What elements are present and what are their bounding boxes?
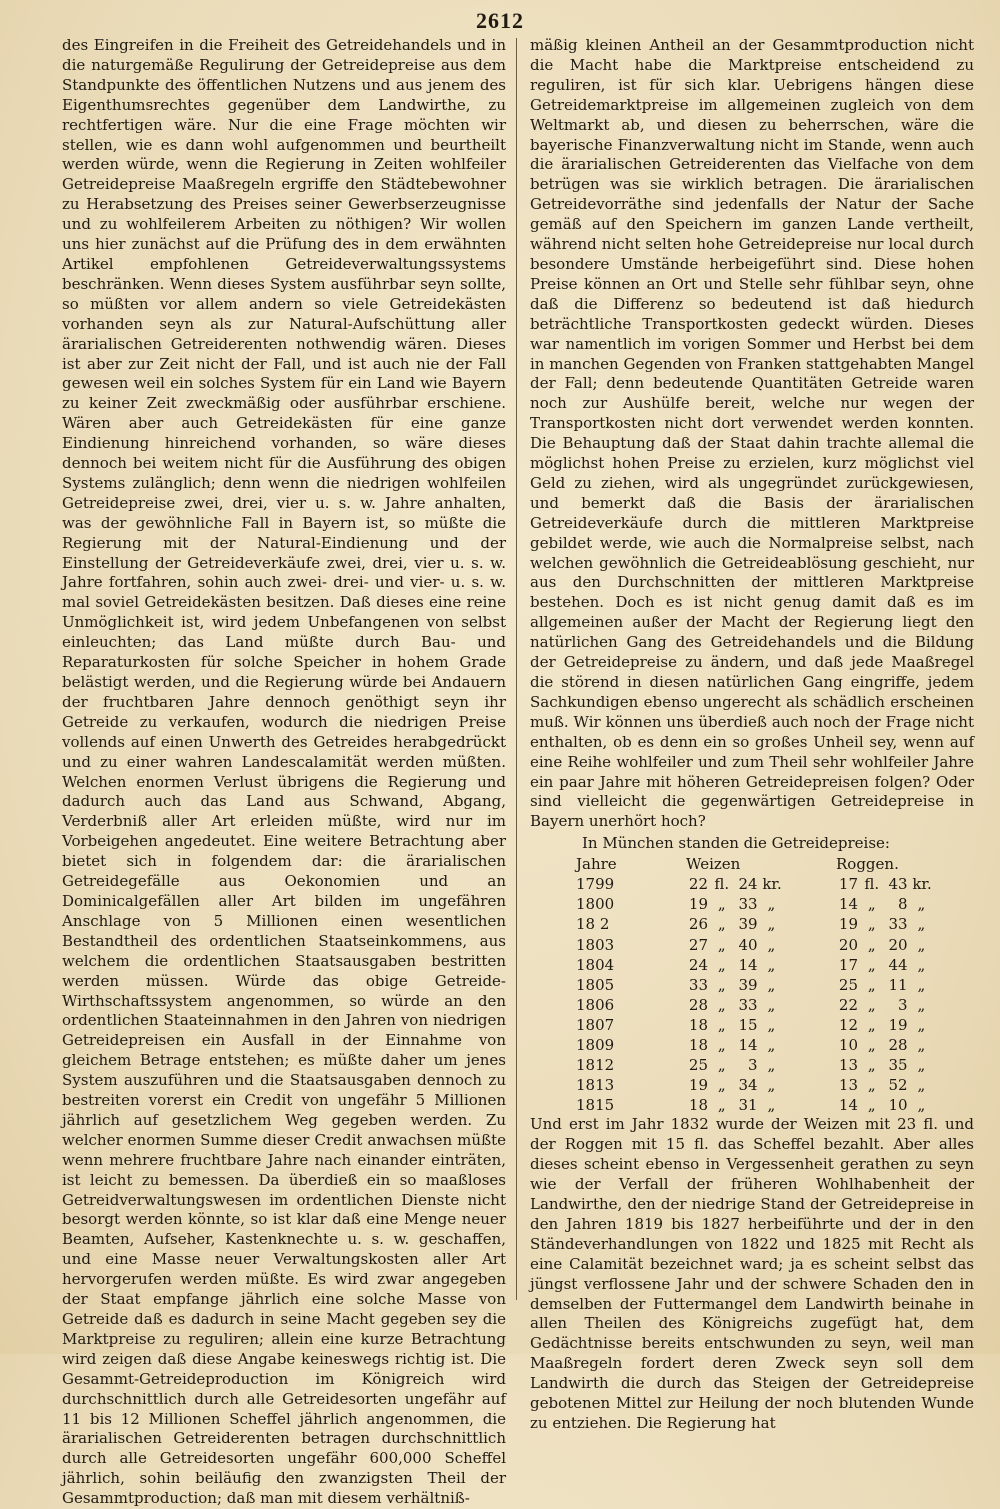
kreuzer-unit: „ bbox=[917, 1056, 926, 1075]
cell-wheat bbox=[686, 1095, 836, 1115]
cell-wheat bbox=[686, 1035, 836, 1055]
rye-kreuzer: 20 bbox=[888, 935, 908, 954]
rye-kreuzer: 28 bbox=[888, 1036, 908, 1054]
kreuzer-unit: „ bbox=[917, 1096, 926, 1115]
florin-unit: fl. bbox=[714, 875, 730, 894]
rye-kreuzer: 10 bbox=[888, 1096, 908, 1115]
cell-wheat bbox=[686, 1015, 836, 1035]
cell-year bbox=[566, 1015, 686, 1035]
cell-rye bbox=[836, 1015, 966, 1035]
table-row bbox=[566, 995, 966, 1015]
column-divider bbox=[516, 38, 517, 1300]
rye-florin: 22 bbox=[838, 995, 858, 1014]
cell-rye bbox=[836, 914, 966, 934]
year-value: 1799 bbox=[576, 875, 615, 894]
wheat-kreuzer: 33 bbox=[738, 995, 758, 1014]
year-value: 1800 bbox=[576, 895, 615, 914]
cell-rye bbox=[836, 1055, 966, 1075]
rye-florin: 19 bbox=[838, 915, 858, 934]
year-value: 1803 bbox=[576, 935, 615, 954]
florin-unit: „ bbox=[717, 1076, 726, 1095]
kreuzer-unit: „ bbox=[767, 915, 776, 934]
rye-florin: 25 bbox=[838, 975, 858, 994]
cell-year bbox=[566, 995, 686, 1015]
wheat-kreuzer: 14 bbox=[738, 1036, 758, 1054]
header-rye: Roggen. bbox=[836, 855, 899, 874]
right-paragraph-before-table: mäßig kleinen Antheil an der Gesammtproduction nicht die Macht habe die Marktpreise entscheidend zu reguliren, ist für sich klar. Uebrigens hängen diese Getreidemarktpreise im allgemeinen zugleich von dem Weltmarkt ab, und diesen zu beherrschen, wäre die bayerische Finanzverwaltung nicht im Stande, wenn auch die ärarialischen Getreiderenten das Vielfache von dem betrügen was sie wirklich betragen. Die ärarialischen Getreidevorräthe sind jedenfalls der Natur der Sache gemäß auf den Speichern im ganzen Lande vertheilt, während nicht selten hohe Getreidepreise nur local durch besondere Umstände herbeigeführt sind. Diese hohen Preise können an Ort und Stelle sehr fühlbar seyn, ohne daß die Differenz so bedeutend ist daß hiedurch beträchtliche Transportkosten gedeckt würden. Dieses war namentlich im vorigen Sommer und Herbst bei dem in manchen Gegenden von Franken stattgehabten Mangel der Fall; denn bedeutende Quantitäten Getreide waren noch zur Aushülfe bereit, welche nur wegen der Transportkosten nicht dort verwendet werden konnten. Die Behauptung daß der Staat dahin trachte allemal die möglichst hohen Preise zu erzielen, kurz möglichst viel Geld zu ziehen, wird als ungegründet zurückgewiesen, und bemerkt daß die Basis der ärarialischen Getreideverkäufe durch die mittleren Marktpreise gebildet werde, wie auch die Normalpreise selbst, nach welchen gewöhnlich die Getreideablösung geschieht, nur aus den Durchschnitten der mittleren Marktpreise bestehen. Doch es ist nicht genug damit daß es im allgemeinen außer der Macht der Regierung liegt den natürlichen Gang des Getreidehandels und die Bildung der Getreidepreise zu ändern, und daß jede Maaßregel die störend in diesen natürlichen Gang eingriffe, jedem Sachkundigen ebenso ungerecht als schädlich erscheinen muß. Wir können uns überdieß auch noch der Frage nicht enthalten, ob es denn ein so großes Unheil sey, wenn auf eine Reihe wohlfeiler und zum Theil sehr wohlfeiler Jahre ein paar Jahre mit höheren Getreidepreisen folgen? Oder sind vielleicht die gegenwärtigen Getreidepreise in Bayern unerhört hoch? bbox=[530, 36, 974, 831]
wheat-kreuzer: 31 bbox=[738, 1096, 758, 1115]
wheat-kreuzer: 14 bbox=[738, 955, 758, 974]
kreuzer-unit: „ bbox=[767, 955, 776, 974]
grain-price-table bbox=[566, 854, 966, 1115]
rye-florin: 20 bbox=[838, 935, 858, 954]
table-row bbox=[566, 1075, 966, 1095]
kreuzer-unit: „ bbox=[767, 1096, 776, 1115]
cell-wheat bbox=[686, 995, 836, 1015]
florin-unit: „ bbox=[717, 1096, 726, 1115]
kreuzer-unit: „ bbox=[767, 1036, 776, 1054]
florin-unit: „ bbox=[867, 1056, 876, 1075]
florin-unit: „ bbox=[717, 1015, 726, 1034]
cell-wheat bbox=[686, 955, 836, 975]
wheat-kreuzer: 34 bbox=[738, 1076, 758, 1095]
kreuzer-unit: „ bbox=[917, 935, 926, 954]
kreuzer-unit: „ bbox=[917, 1036, 926, 1054]
rye-kreuzer: 43 bbox=[888, 875, 908, 894]
rye-kreuzer: 19 bbox=[888, 1015, 908, 1034]
cell-year bbox=[566, 1075, 686, 1095]
florin-unit: „ bbox=[717, 995, 726, 1014]
wheat-kreuzer: 33 bbox=[738, 895, 758, 914]
table-row bbox=[566, 1035, 966, 1055]
year-value: 1807 bbox=[576, 1015, 615, 1034]
florin-unit: „ bbox=[867, 1015, 876, 1034]
table-row bbox=[566, 874, 966, 894]
cell-year bbox=[566, 1095, 686, 1115]
wheat-kreuzer: 24 bbox=[738, 875, 758, 894]
cell-rye bbox=[836, 955, 966, 975]
wheat-florin: 18 bbox=[688, 1015, 708, 1034]
cell-rye bbox=[836, 935, 966, 955]
table-row bbox=[566, 975, 966, 995]
wheat-florin: 22 bbox=[688, 875, 708, 894]
cell-rye bbox=[836, 995, 966, 1015]
cell-rye bbox=[836, 874, 966, 894]
florin-unit: „ bbox=[717, 1036, 726, 1054]
left-column bbox=[62, 36, 506, 1509]
wheat-florin: 33 bbox=[688, 975, 708, 994]
cell-rye bbox=[836, 1095, 966, 1115]
florin-unit: „ bbox=[867, 1036, 876, 1054]
table-row bbox=[566, 914, 966, 934]
florin-unit: „ bbox=[867, 1096, 876, 1115]
header-wheat: Weizen bbox=[686, 855, 741, 874]
table-row bbox=[566, 894, 966, 914]
rye-kreuzer: 44 bbox=[888, 955, 908, 974]
wheat-florin: 26 bbox=[688, 915, 708, 934]
kreuzer-unit: „ bbox=[917, 955, 926, 974]
rye-kreuzer: 33 bbox=[888, 915, 908, 934]
rye-florin: 14 bbox=[838, 895, 858, 914]
wheat-florin: 25 bbox=[688, 1056, 708, 1075]
florin-unit: „ bbox=[867, 975, 876, 994]
cell-year bbox=[566, 1035, 686, 1055]
rye-florin: 14 bbox=[838, 1096, 858, 1115]
cell-wheat bbox=[686, 975, 836, 995]
kreuzer-unit: „ bbox=[917, 895, 926, 914]
rye-florin: 17 bbox=[838, 875, 858, 894]
cell-year bbox=[566, 894, 686, 914]
cell-wheat bbox=[686, 894, 836, 914]
kreuzer-unit: „ bbox=[917, 1076, 926, 1095]
table-row bbox=[566, 1055, 966, 1075]
cell-year bbox=[566, 1055, 686, 1075]
cell-wheat bbox=[686, 874, 836, 894]
kreuzer-unit: „ bbox=[767, 1056, 776, 1075]
table-row bbox=[566, 1015, 966, 1035]
wheat-florin: 28 bbox=[688, 995, 708, 1014]
year-value: 1809 bbox=[576, 1036, 615, 1054]
kreuzer-unit: „ bbox=[917, 995, 926, 1014]
rye-kreuzer: 3 bbox=[898, 995, 908, 1014]
florin-unit: „ bbox=[717, 935, 726, 954]
table-header-row bbox=[566, 854, 966, 874]
kreuzer-unit: „ bbox=[767, 995, 776, 1014]
florin-unit: fl. bbox=[864, 875, 880, 894]
kreuzer-unit: „ bbox=[767, 935, 776, 954]
table-row bbox=[566, 935, 966, 955]
florin-unit: „ bbox=[717, 915, 726, 934]
year-value: 1804 bbox=[576, 955, 615, 974]
kreuzer-unit: „ bbox=[917, 915, 926, 934]
wheat-kreuzer: 39 bbox=[738, 915, 758, 934]
florin-unit: „ bbox=[867, 895, 876, 914]
year-value: 1815 bbox=[576, 1096, 615, 1115]
wheat-kreuzer: 3 bbox=[748, 1056, 758, 1075]
header-year: Jahre bbox=[576, 855, 617, 874]
florin-unit: „ bbox=[717, 1056, 726, 1075]
florin-unit: „ bbox=[867, 955, 876, 974]
year-value: 18 2 bbox=[576, 915, 610, 934]
page-number: 2612 bbox=[476, 8, 524, 33]
year-value: 1813 bbox=[576, 1076, 615, 1095]
wheat-florin: 18 bbox=[688, 1096, 708, 1115]
rye-kreuzer: 11 bbox=[888, 975, 908, 994]
table-row bbox=[566, 955, 966, 975]
kreuzer-unit: „ bbox=[767, 1076, 776, 1095]
right-paragraph-after-table: Und erst im Jahr 1832 wurde der Weizen mit 23 fl. und der Roggen mit 15 fl. das Scheffel bezahlt. Aber alles dieses scheint ebenso in Vergessenheit gerathen zu seyn wie der Verfall der früheren Wohlhabenheit der Landwirthe, den der niedrige Stand der Getreidepreise in den Jahren 1819 bis 1827 herbeiführte und der in den Ständeverhandlungen von 1822 und 1825 mit Recht als eine Calamität bezeichnet ward; ja es scheint selbst das jüngst verflossene Jahr und der schwere Schaden den in demselben der Futtermangel dem Landwirth beinahe in allen Theilen des Königreichs zugefügt hat, dem Gedächtnisse bereits entschwunden zu seyn, weil man Maaßregeln fordert deren Zweck seyn soll dem Landwirth die durch das Steigen der Getreidepreise gebotenen Mittel zur Heilung der noch blutenden Wunde zu entziehen. Die Regierung hat bbox=[530, 1115, 974, 1432]
cell-year bbox=[566, 874, 686, 894]
wheat-kreuzer: 40 bbox=[738, 935, 758, 954]
cell-year bbox=[566, 935, 686, 955]
kreuzer-unit: „ bbox=[917, 1015, 926, 1034]
year-value: 1806 bbox=[576, 995, 615, 1014]
kreuzer-unit: „ bbox=[917, 975, 926, 994]
left-paragraph: des Eingreifen in die Freiheit des Getreidehandels und in die naturgemäße Regulirung der Getreidepreise aus dem Standpunkte des öffentlichen Nutzens und aus jenem des Eigenthumsrechtes gegenüber dem Landwirthe, zu rechtfertigen wäre. Nur die eine Frage möchten wir stellen, wie es dann wohl aufgenommen und beurtheilt werden würde, wenn die Regierung in Zeiten wohlfeiler Getreidepreise Maaßregeln ergriffe den Städtebewohner zu Herabsetzung des Preises seiner Gewerbserzeugnisse und zu wohlfeilerem Arbeiten zu nöthigen? Wir wollen uns hier zunächst auf die Prüfung des in dem erwähnten Artikel empfohlenen Getreideverwaltungssystems beschränken. Wenn dieses System ausführbar seyn sollte, so müßten vor allem andern so viele Getreidekästen vorhanden seyn als zur Natural-Aufschüttung aller ärarialischen Getreiderenten nothwendig wären. Dieses ist aber zur Zeit nicht der Fall, und ist auch nie der Fall gewesen weil ein solches System für ein Land wie Bayern zu keiner Zeit zweckmäßig oder ausführbar erschiene. Wären aber auch Getreidekästen für eine ganze Eindienung hinreichend vorhanden, so wäre dieses dennoch bei weitem nicht für die Ausführung des obigen Systems zulänglich; denn wenn die niedrigen wohlfeilen Getreidepreise zwei, drei, vier u. s. w. Jahre anhalten, was der gewöhnliche Fall in Bayern ist, so müßte die Regierung mit der Natural-Eindienung und der Einstellung der Getreideverkäufe zwei, drei, vier u. s. w. Jahre fortfahren, sohin auch zwei- drei- und vier- u. s. w. mal soviel Getreidekästen besitzen. Daß dieses eine reine Unmöglichkeit ist, wird jedem Unbefangenen von selbst einleuchten; das Land müßte durch Bau- und Reparaturkosten für solche Speicher in hohem Grade belästigt werden, und die Regierung würde bei Andauern der fruchtbaren Jahre dennoch genöthigt seyn ihr Getreide zu verkaufen, wodurch die niedrigen Preise vollends auf einen Unwerth des Getreides herabgedrückt und zu einer wahren Landescalamität werden müßten. Welchen enormen Verlust übrigens die Regierung und dadurch auch das Land aus Schwand, Abgang, Verderbniß aller Art erleiden müßte, wird nur im Vorbeigehen angedeutet. Eine weitere Betrachtung aber bietet sich in folgendem dar: die ärarialischen Getreidegefälle aus Oekonomien und an Dominicalgefällen aller Art bilden im ungefähren Anschlage von 5 Millionen einen wesentlichen Bestandtheil des ordentlichen Staatseinkommens, aus welchem die ordentlichen Staatsausgaben bestritten werden müssen. Würde das obige Getreide-Wirthschaftssystem angenommen, so würde an den ordentlichen Staateinnahmen in den Jahren von niedrigen Getreidepreisen ein Ausfall in der Einnahme von gleichem Betrage entstehen; es müßte daher um jenes System auszuführen und die Staatsausgaben dennoch zu bestreiten vorerst ein Credit von ungefähr 5 Millionen jährlich auf gesetzlichem Weg gegeben werden. Zu welcher enormen Summe dieser Credit anwachsen müßte wenn mehrere fruchtbare Jahre nach einander einträten, ist leicht zu bemessen. Da überdieß ein so maaßloses Getreidverwaltungswesen im ordentlichen Dienste nicht besorgt werden könnte, so ist klar daß eine Menge neuer Beamten, Aufseher, Kastenknechte u. s. w. geschaffen, und eine Masse neuer Verwaltungskosten aller Art hervorgerufen werden müßte. Es wird zwar angegeben der Staat empfange jährlich eine solche Masse von Getreide daß es dadurch in seine Macht gegeben sey die Marktpreise zu reguliren; allein eine kurze Betrachtung wird zeigen daß diese Angabe keineswegs richtig ist. Die Gesammt-Getreideproduction im Königreich wird durchschnittlich durch alle Getreidesorten ungefähr auf 11 bis 12 Millionen Scheffel jährlich angenommen, die ärarialischen Getreiderenten betragen durchschnittlich durch alle Getreidesorten ungefähr 600,000 Scheffel jährlich, sohin beiläufig den zwanzigsten Theil der Gesammtproduction; daß man mit diesem verhältniß- bbox=[62, 36, 506, 1508]
rye-florin: 12 bbox=[838, 1015, 858, 1034]
cell-year bbox=[566, 914, 686, 934]
table-caption: In München standen die Getreidepreise: bbox=[582, 834, 890, 853]
cell-rye bbox=[836, 894, 966, 914]
wheat-kreuzer: 15 bbox=[738, 1015, 758, 1034]
florin-unit: „ bbox=[867, 935, 876, 954]
year-value: 1805 bbox=[576, 975, 615, 994]
florin-unit: „ bbox=[717, 975, 726, 994]
florin-unit: „ bbox=[717, 955, 726, 974]
wheat-florin: 24 bbox=[688, 955, 708, 974]
cell-wheat bbox=[686, 914, 836, 934]
cell-rye bbox=[836, 1075, 966, 1095]
florin-unit: „ bbox=[717, 895, 726, 914]
kreuzer-unit: kr. bbox=[912, 875, 932, 894]
wheat-kreuzer: 39 bbox=[738, 975, 758, 994]
table-body bbox=[566, 874, 966, 1115]
kreuzer-unit: „ bbox=[767, 895, 776, 914]
cell-wheat bbox=[686, 935, 836, 955]
wheat-florin: 18 bbox=[688, 1036, 708, 1054]
rye-florin: 13 bbox=[838, 1056, 858, 1075]
florin-unit: „ bbox=[867, 1076, 876, 1095]
wheat-florin: 19 bbox=[688, 1076, 708, 1095]
florin-unit: „ bbox=[867, 995, 876, 1014]
cell-rye bbox=[836, 975, 966, 995]
table-row bbox=[566, 1095, 966, 1115]
cell-year bbox=[566, 955, 686, 975]
cell-wheat bbox=[686, 1075, 836, 1095]
kreuzer-unit: „ bbox=[767, 1015, 776, 1034]
wheat-florin: 27 bbox=[688, 935, 708, 954]
cell-wheat bbox=[686, 1055, 836, 1075]
right-column bbox=[530, 36, 974, 1434]
kreuzer-unit: „ bbox=[767, 975, 776, 994]
rye-kreuzer: 8 bbox=[898, 895, 908, 914]
rye-kreuzer: 52 bbox=[888, 1076, 908, 1095]
cell-year bbox=[566, 975, 686, 995]
rye-florin: 10 bbox=[838, 1036, 858, 1054]
year-value: 1812 bbox=[576, 1056, 615, 1075]
rye-kreuzer: 35 bbox=[888, 1056, 908, 1075]
kreuzer-unit: kr. bbox=[762, 875, 782, 894]
rye-florin: 13 bbox=[838, 1076, 858, 1095]
wheat-florin: 19 bbox=[688, 895, 708, 914]
florin-unit: „ bbox=[867, 915, 876, 934]
rye-florin: 17 bbox=[838, 955, 858, 974]
cell-rye bbox=[836, 1035, 966, 1055]
